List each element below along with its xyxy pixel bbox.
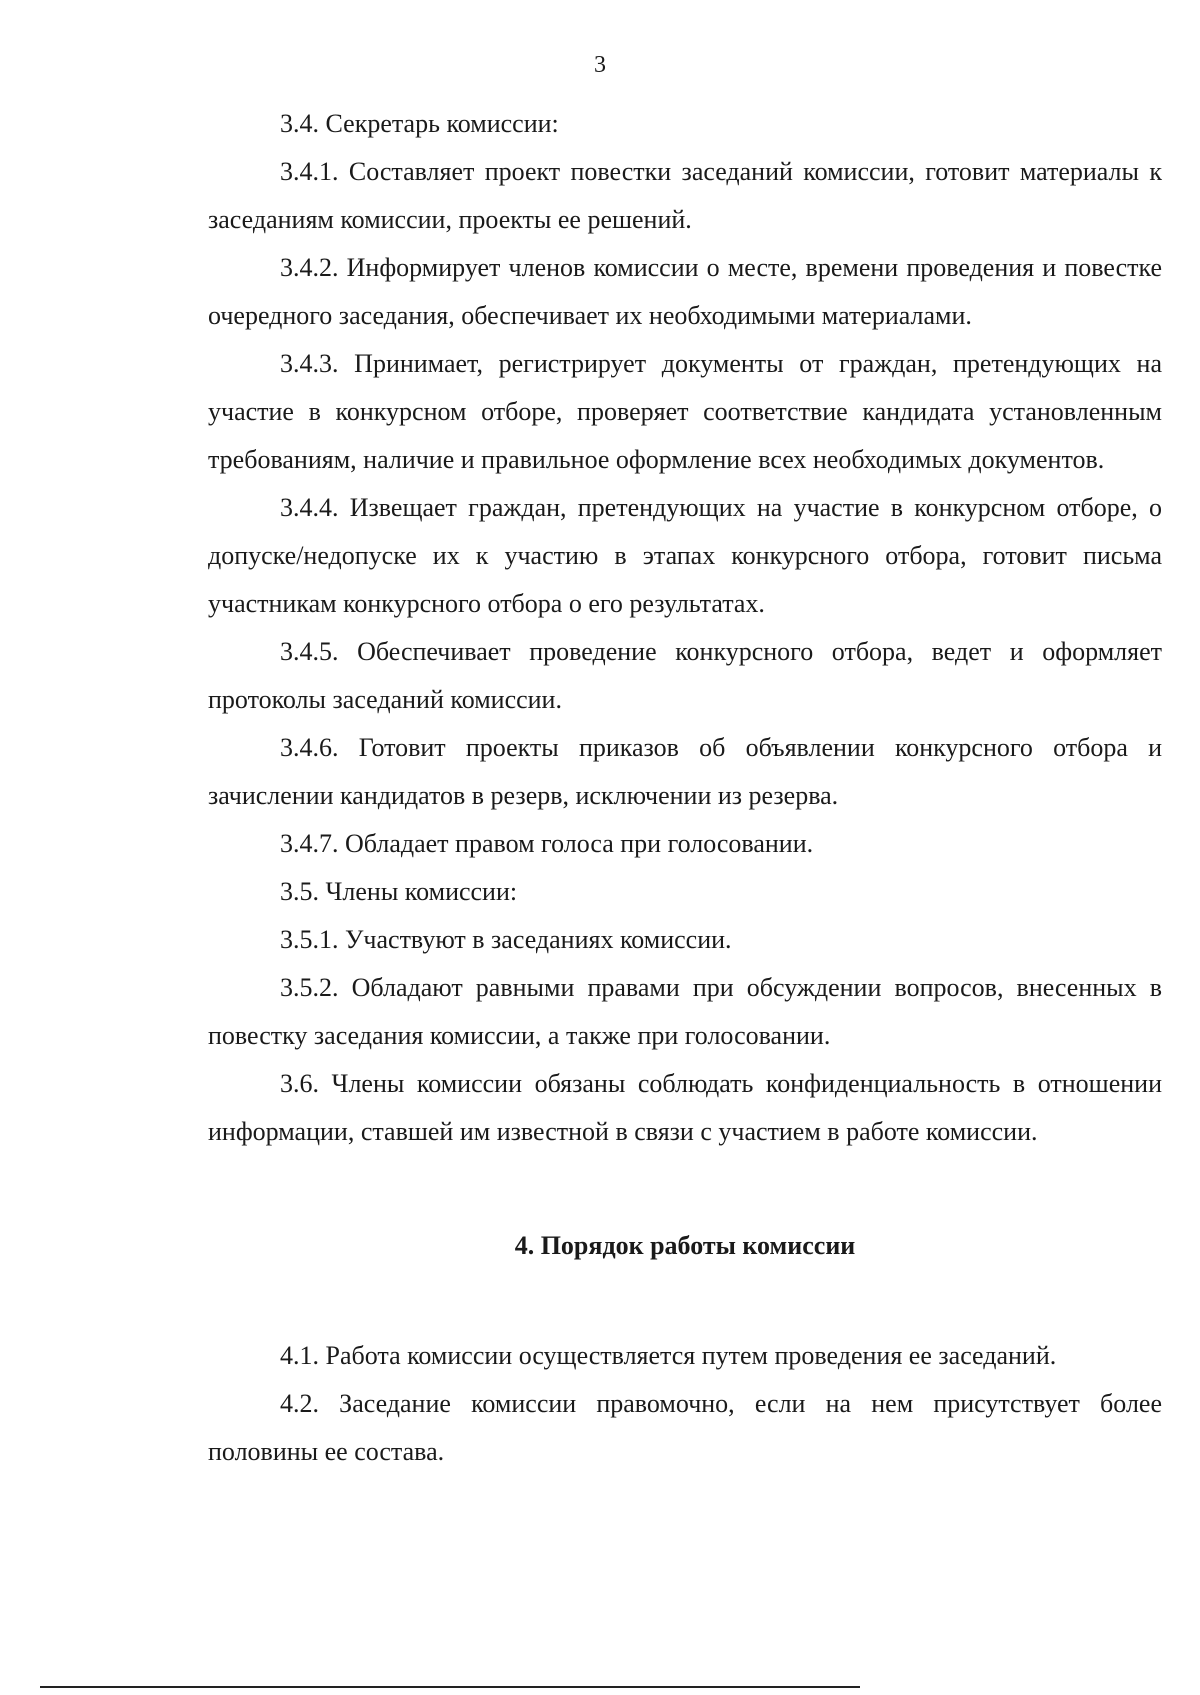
paragraph-3-4-4: 3.4.4. Извещает граждан, претендующих на участие в конкурсном отборе, о допуске/недопуске их к участию в этапах конкурсного отбора, готовит письма участникам конкурсного отбора о его результатах.	[208, 493, 1162, 618]
paragraph-3-4-5: 3.4.5. Обеспечивает проведение конкурсного отбора, ведет и оформляет протоколы заседаний комиссии.	[208, 637, 1162, 714]
paragraph-3-4-6: 3.4.6. Готовит проекты приказов об объявлении конкурсного отбора и зачислении кандидатов в резерв, исключении из резерва.	[208, 733, 1162, 810]
bottom-rule	[40, 1686, 860, 1688]
page-number: 3	[594, 52, 606, 78]
paragraph-3-4-2: 3.4.2. Информирует членов комиссии о месте, времени проведения и повестке очередного заседания, обеспечивает их необходимыми материалами.	[208, 253, 1162, 330]
paragraph-3-5: 3.5. Члены комиссии:	[280, 877, 518, 906]
paragraph-3-5-1: 3.5.1. Участвуют в заседаниях комиссии.	[280, 925, 732, 954]
section-heading: 4. Порядок работы комиссии	[514, 1231, 856, 1260]
paragraph-3-4-7: 3.4.7. Обладает правом голоса при голосовании.	[280, 829, 814, 858]
document-body	[208, 100, 1162, 1476]
paragraph-3-4: 3.4. Секретарь комиссии:	[280, 109, 559, 138]
paragraph-3-4-1: 3.4.1. Составляет проект повестки заседаний комиссии, готовит материалы к заседаниям комиссии, проекты ее решений.	[208, 157, 1162, 234]
paragraph-3-6: 3.6. Члены комиссии обязаны соблюдать конфиденциальность в отношении информации, ставшей им известной в связи с участием в работе комиссии.	[208, 1069, 1162, 1146]
paragraph-4-2: 4.2. Заседание комиссии правомочно, если на нем присутствует более половины ее состава.	[208, 1389, 1162, 1466]
paragraph-3-4-3: 3.4.3. Принимает, регистрирует документы от граждан, претендующих на участие в конкурсном отборе, проверяет соответствие кандидата установленным требованиям, наличие и правильное оформление всех необходимых документов.	[208, 349, 1162, 474]
paragraph-3-5-2: 3.5.2. Обладают равными правами при обсуждении вопросов, внесенных в повестку заседания комиссии, а также при голосовании.	[208, 973, 1162, 1050]
paragraph-4-1: 4.1. Работа комиссии осуществляется путем проведения ее заседаний.	[280, 1341, 1057, 1370]
